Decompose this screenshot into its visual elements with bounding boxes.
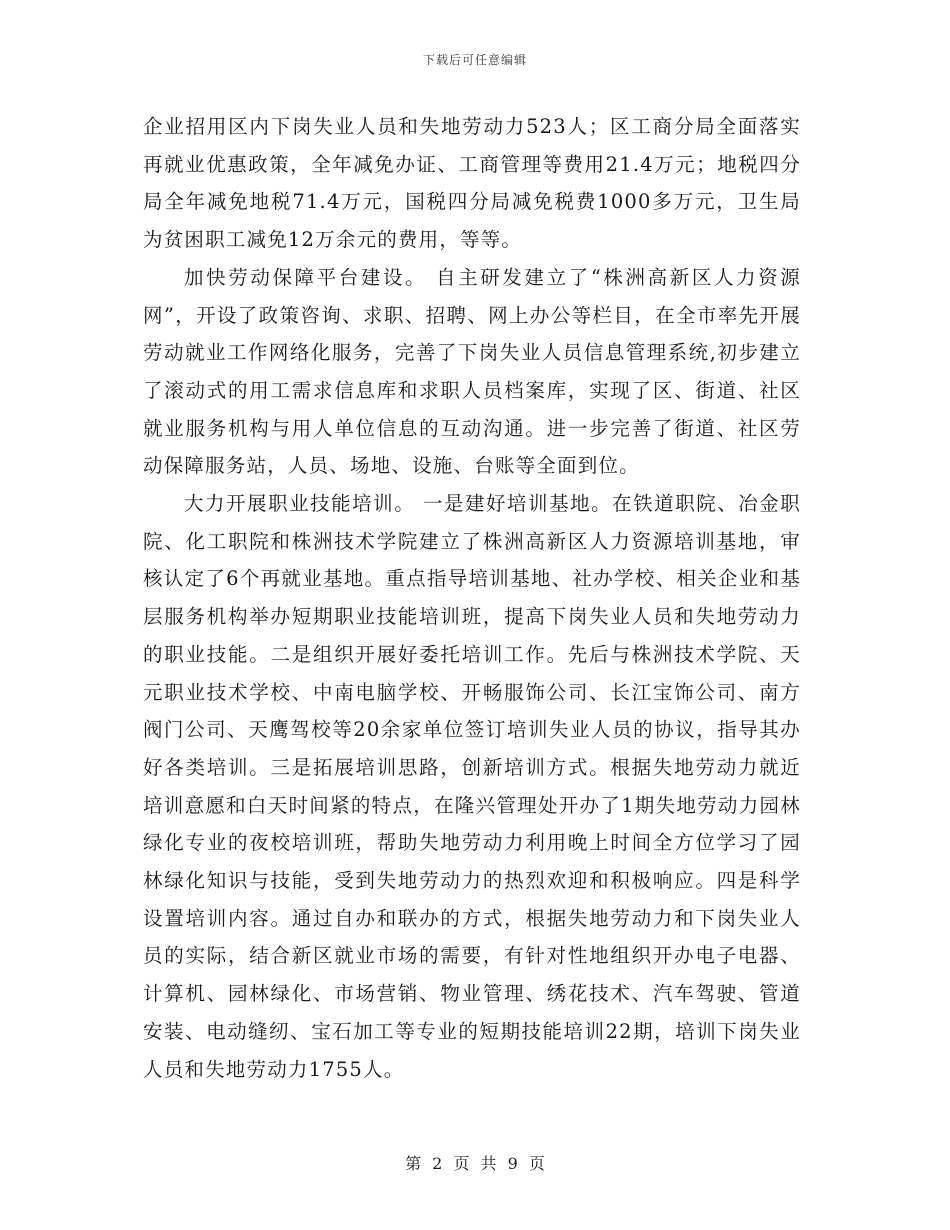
paragraph-continuation: 企业招用区内下岗失业人员和失地劳动力523人；区工商分局全面落实再就业优惠政策，全年减免办证、工商管理等费用21.4万元；地税四分局全年减免地税71.4万元，国税四分局减免税费1000多万元，卫生局为贫困职工减免12万余元的费用，等等。 bbox=[143, 115, 801, 252]
page-number-footer: 第 2 页 共 9 页 bbox=[405, 1154, 545, 1173]
document-body bbox=[143, 108, 801, 1088]
paragraph-platform-construction: 加快劳动保障平台建设。 自主研发建立了“株洲高新区人力资源网”，开设了政策咨询、求职、招聘、网上办公等栏目，在全市率先开展劳动就业工作网络化服务，完善了下岗失业人员信息管理系统,初步建立了滚动式的用工需求信息库和求职人员档案库，实现了区、街道、社区就业服务机构与用人单位信息的互动沟通。进一步完善了街道、社区劳动保障服务站，人员、场地、设施、台账等全面到位。 bbox=[143, 265, 801, 478]
paragraph-skills-training: 大力开展职业技能培训。 一是建好培训基地。在铁道职院、冶金职院、化工职院和株洲技术学院建立了株洲高新区人力资源培训基地，审核认定了6个再就业基地。重点指导培训基地、社办学校、相关企业和基层服务机构举办短期职业技能培训班，提高下岗失业人员和失地劳动力的职业技能。二是组织开展好委托培训工作。先后与株洲技术学院、天元职业技术学校、中南电脑学校、开畅服饰公司、长江宝饰公司、南方阀门公司、天鹰驾校等20余家单位签订培训失业人员的协议，指导其办好各类培训。三是拓展培训思路，创新培训方式。根据失地劳动力就近培训意愿和白天时间紧的特点，在隆兴管理处开办了1期失地劳动力园林绿化专业的夜校培训班，帮助失地劳动力利用晚上时间全方位学习了园林绿化知识与技能，受到失地劳动力的热烈欢迎和积极响应。四是科学设置培训内容。通过自办和联办的方式，根据失地劳动力和下岗失业人员的实际，结合新区就业市场的需要，有针对性地组织开办电子电器、计算机、园林绿化、市场营销、物业管理、绣花技术、汽车驾驶、管道安装、电动缝纫、宝石加工等专业的短期技能培训22期，培训下岗失业人员和失地劳动力1755人。 bbox=[143, 492, 801, 1081]
header-note: 下载后可任意编辑 bbox=[422, 53, 527, 67]
